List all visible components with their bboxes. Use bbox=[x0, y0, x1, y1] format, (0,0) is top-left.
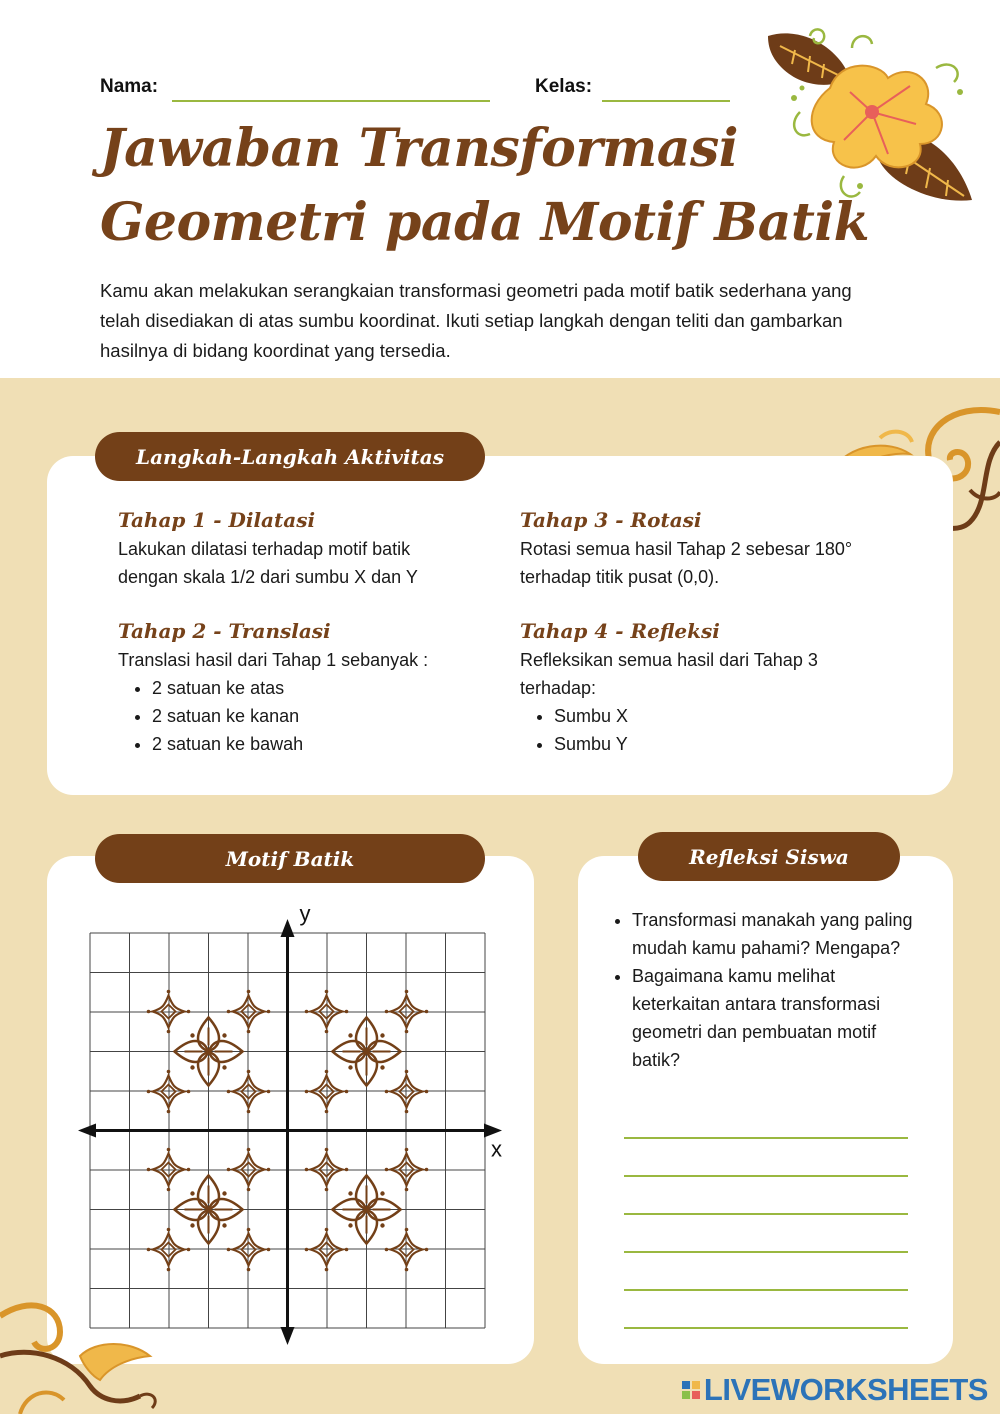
x-axis-arrow-right bbox=[484, 1124, 502, 1138]
answer-line[interactable] bbox=[624, 1327, 908, 1329]
list-item: • 2 satuan ke kanan bbox=[152, 702, 498, 730]
title-line-1: Jawaban Transformasi bbox=[100, 118, 738, 179]
reflection-questions bbox=[606, 906, 916, 1074]
step-4-text: Refleksikan semua hasil dari Tahap 3 terhadap: bbox=[520, 650, 818, 698]
answer-line[interactable] bbox=[624, 1251, 908, 1253]
answer-line[interactable] bbox=[624, 1137, 908, 1139]
swirl-ornament-left bbox=[0, 1296, 170, 1414]
brand-text: LIVEWORKSHEETS bbox=[703, 1372, 988, 1407]
batik-flower-motif bbox=[175, 1018, 243, 1086]
intro-text: Kamu akan melakukan serangkaian transformasi geometri pada motif batik sederhana yang telah disediakan di atas sumbu koordinat. Ikuti setiap langkah dengan teliti dan gambarkan hasilnya di bidang koordinat yang tersedia. bbox=[100, 280, 852, 361]
motif-heading: Motif Batik bbox=[95, 834, 485, 883]
coordinate-plane[interactable] bbox=[70, 895, 520, 1350]
answer-line[interactable] bbox=[624, 1213, 908, 1215]
x-axis-label: x bbox=[491, 1136, 502, 1162]
class-label: Kelas: bbox=[535, 76, 593, 97]
step-3-text: Rotasi semua hasil Tahap 2 sebesar 180° terhadap titik pusat (0,0). bbox=[520, 539, 853, 587]
y-axis-arrow-down bbox=[281, 1327, 295, 1345]
step-2-title: Tahap 2 - Translasi bbox=[118, 619, 331, 643]
answer-line[interactable] bbox=[624, 1175, 908, 1177]
step-4 bbox=[520, 616, 900, 758]
list-item: • 2 satuan ke atas bbox=[152, 674, 498, 702]
name-label: Nama: bbox=[100, 76, 159, 97]
steps-heading: Langkah-Langkah Aktivitas bbox=[95, 432, 485, 481]
brand-logo-icon bbox=[682, 1381, 700, 1399]
step-3 bbox=[520, 505, 900, 591]
list-item: • Sumbu X bbox=[554, 702, 900, 730]
step-1-title: Tahap 1 - Dilatasi bbox=[118, 508, 316, 532]
step-2-list bbox=[118, 674, 498, 758]
batik-flower-motif bbox=[333, 1176, 401, 1244]
list-item: • Sumbu Y bbox=[554, 730, 900, 758]
step-4-list bbox=[520, 702, 900, 758]
step-3-title: Tahap 3 - Rotasi bbox=[520, 508, 702, 532]
batik-flower-ornament bbox=[760, 28, 980, 208]
answer-line[interactable] bbox=[624, 1289, 908, 1291]
reflection-heading: Refleksi Siswa bbox=[638, 832, 900, 881]
x-axis-arrow-left bbox=[78, 1124, 96, 1138]
page-title bbox=[100, 112, 870, 260]
list-item: • 2 satuan ke bawah bbox=[152, 730, 498, 758]
y-axis-label: y bbox=[299, 901, 311, 926]
class-input-line[interactable] bbox=[602, 100, 730, 102]
step-1-text: Lakukan dilatasi terhadap motif batik dengan skala 1/2 dari sumbu X dan Y bbox=[118, 539, 418, 587]
batik-flower-motif bbox=[333, 1018, 401, 1086]
name-input-line[interactable] bbox=[172, 100, 490, 102]
batik-flower-motif bbox=[175, 1176, 243, 1244]
step-2-text: Translasi hasil dari Tahap 1 sebanyak : bbox=[118, 650, 429, 670]
step-4-title: Tahap 4 - Refleksi bbox=[520, 619, 720, 643]
step-2 bbox=[118, 616, 498, 758]
question-item: • Transformasi manakah yang paling mudah kamu pahami? Mengapa? bbox=[632, 906, 916, 962]
title-line-2: Geometri pada Motif Batik bbox=[100, 192, 870, 253]
step-1 bbox=[118, 505, 498, 591]
y-axis-arrow-up bbox=[281, 919, 295, 937]
liveworksheets-brand[interactable] bbox=[682, 1372, 988, 1408]
question-item: • Bagaimana kamu melihat keterkaitan antara transformasi geometri dan pembuatan motif batik? bbox=[632, 962, 916, 1074]
